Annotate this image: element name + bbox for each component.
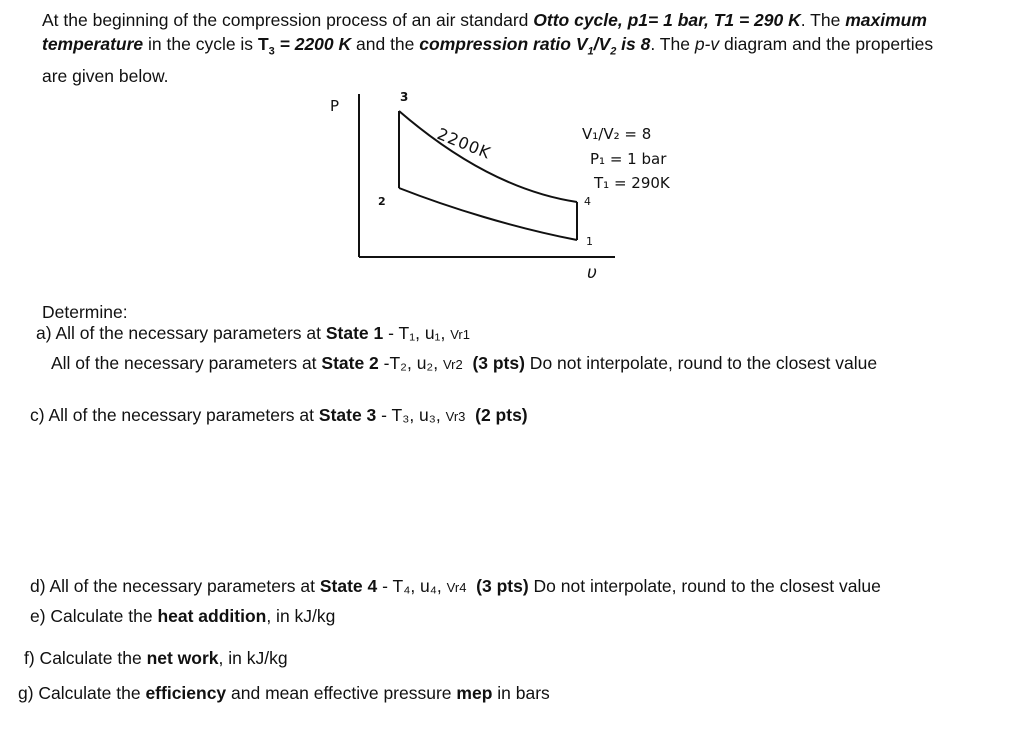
max-temp-label: maximum temperature (42, 10, 927, 54)
question-g-mid: and mean effective pressure (226, 683, 457, 703)
question-e-bold: heat addition (157, 606, 267, 626)
question-d-state: State 4 (319, 576, 378, 596)
otto-cycle-conditions: Otto cycle, p1= 1 bar, T1 = 290 K (533, 10, 801, 30)
question-c-text: c) All of the necessary parameters at (30, 405, 319, 425)
p1-note: P₁ = 1 bar (590, 150, 667, 168)
question-g-suffix: in bars (492, 683, 550, 703)
state-2-label: 2 (378, 195, 386, 208)
state-1-label: 1 (586, 235, 593, 248)
question-a-state: State 1 (325, 323, 384, 343)
question-f (24, 647, 288, 669)
intro-text-4: and the (351, 34, 420, 54)
question-b-note: Do not interpolate, round to the closest value (524, 353, 878, 373)
problem-statement (42, 8, 962, 88)
question-d-vr: Vr4 (446, 580, 467, 595)
question-d-note: Do not interpolate, round to the closest value (528, 576, 881, 596)
p-axis-label: P (330, 97, 340, 115)
question-a-vars: - T₁, u₁, (383, 323, 451, 343)
t3-symbol: T (257, 34, 269, 54)
question-d-points: (3 pts) (476, 576, 529, 596)
question-c-points: (2 pts) (475, 405, 528, 425)
state-4-label: 4 (584, 195, 591, 208)
question-a-vr: Vr1 (450, 327, 470, 342)
t3-value: = 2200 K (274, 34, 352, 54)
question-f-text: f) Calculate the (24, 648, 147, 668)
pv-diagram (300, 80, 740, 285)
question-c-vr: Vr3 (445, 409, 466, 424)
v2-subscript: 2 (610, 45, 617, 58)
question-f-bold: net work (146, 648, 219, 668)
question-c-vars: - T₃, u₃, (376, 405, 446, 425)
question-b-state: State 2 (321, 353, 379, 373)
question-c (30, 404, 528, 428)
question-a-text: a) All of the necessary parameters at (36, 323, 326, 343)
t3-subscript: 3 (268, 45, 275, 58)
question-g-bold-mep: mep (456, 683, 493, 703)
compression-ratio-label: compression ratio V (419, 34, 588, 54)
question-b-points: (3 pts) (472, 353, 525, 373)
question-e-suffix: , in kJ/kg (266, 606, 336, 626)
question-g-bold-efficiency: efficiency (145, 683, 227, 703)
pv-label: p-v (694, 34, 720, 54)
question-b (51, 352, 877, 376)
state-3-label: 3 (400, 90, 409, 104)
question-d (30, 575, 881, 599)
intro-text-1: At the beginning of the compression process of an air standard (42, 10, 534, 30)
question-g-text: g) Calculate the (18, 683, 146, 703)
intro-text-5: . The (650, 34, 695, 54)
ratio-value: is 8 (616, 34, 651, 54)
intro-text-6: diagram and the properties are given below. (42, 34, 934, 86)
v-axis-label: υ (587, 263, 597, 283)
question-b-vr: Vr2 (442, 357, 463, 372)
v1-subscript: 1 (587, 45, 594, 58)
question-c-state: State 3 (318, 405, 377, 425)
question-e (30, 605, 335, 627)
ratio-slash: /V (593, 34, 611, 54)
question-a (36, 322, 470, 346)
ratio-note: V₁/V₂ = 8 (582, 125, 652, 143)
question-b-vars: -T₂, u₂, (378, 353, 443, 373)
question-g (18, 682, 550, 704)
question-e-text: e) Calculate the (30, 606, 158, 626)
determine-heading: Determine: (42, 302, 128, 322)
isotherm-label: 2200K (434, 124, 494, 163)
intro-text-3: in the cycle is (143, 34, 258, 54)
question-d-vars: - T₄, u₄, (377, 576, 447, 596)
question-f-suffix: , in kJ/kg (218, 648, 288, 668)
t1-note: T₁ = 290K (594, 174, 670, 192)
question-b-text: All of the necessary parameters at (51, 353, 322, 373)
intro-text-2: . The (800, 10, 846, 30)
question-d-text: d) All of the necessary parameters at (30, 576, 320, 596)
